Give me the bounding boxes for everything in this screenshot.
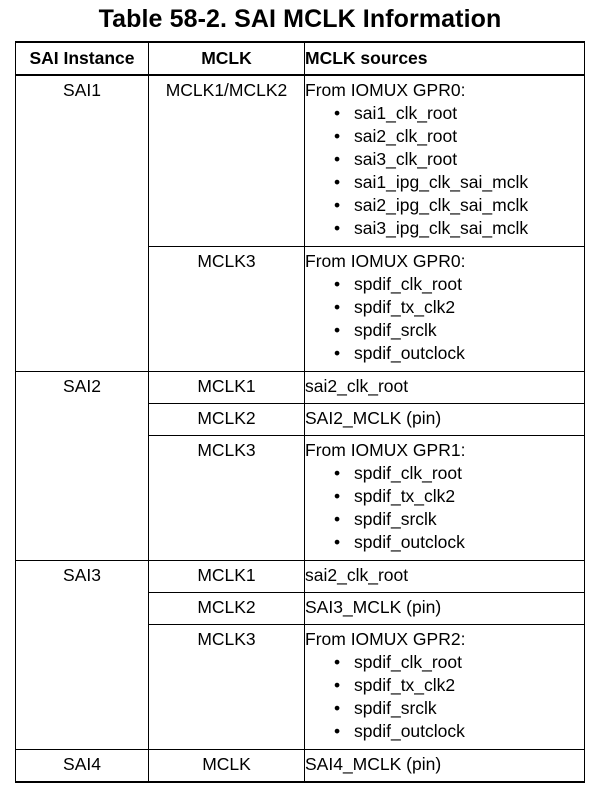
mclk-source-heading: SAI4_MCLK (pin): [305, 754, 442, 774]
bullet-icon: •: [334, 675, 341, 695]
mclk-source-item: [334, 674, 584, 697]
mclk-source-name: spdif_srclk: [354, 320, 437, 340]
mclk-cell: [149, 247, 305, 372]
bullet-icon: •: [334, 172, 341, 192]
mclk-source-name: sai1_ipg_clk_sai_mclk: [354, 172, 529, 192]
bullet-icon: •: [334, 218, 341, 238]
mclk-source-heading: From IOMUX GPR1:: [305, 440, 466, 460]
mclk-source-name: spdif_srclk: [354, 698, 437, 718]
bullet-icon: •: [334, 652, 341, 672]
mclk-source-item: [334, 273, 584, 296]
table-row: [16, 75, 585, 247]
mclk-source-item: [334, 148, 584, 171]
mclk-source-name: spdif_outclock: [354, 343, 465, 363]
mclk-source-list: [305, 102, 584, 246]
mclk-cell: [149, 404, 305, 436]
bullet-icon: •: [334, 103, 341, 123]
mclk-source-item: [334, 342, 584, 365]
mclk-cell: [149, 75, 305, 247]
mclk-cell: [149, 625, 305, 750]
mclk-sources-cell: [305, 372, 585, 404]
mclk-source-item: [334, 194, 584, 217]
mclk-sources-cell: [305, 75, 585, 247]
bullet-icon: •: [334, 463, 341, 483]
mclk-source-heading: sai2_clk_root: [305, 565, 409, 585]
mclk-source-name: spdif_clk_root: [354, 463, 462, 483]
table-row: [16, 750, 585, 783]
header-mclk: MCLK: [149, 42, 305, 75]
bullet-icon: •: [334, 320, 341, 340]
bullet-icon: •: [334, 532, 341, 552]
mclk-source-name: spdif_tx_clk2: [354, 297, 456, 317]
mclk-label: MCLK1: [197, 376, 256, 396]
mclk-sources-cell: [305, 247, 585, 372]
mclk-source-item: [334, 171, 584, 194]
mclk-source-heading: SAI2_MCLK (pin): [305, 408, 442, 428]
mclk-source-name: spdif_tx_clk2: [354, 675, 456, 695]
table-body: [16, 75, 585, 782]
sai-instance-label: SAI3: [63, 565, 101, 585]
mclk-sources-cell: [305, 593, 585, 625]
mclk-sources-cell: [305, 625, 585, 750]
bullet-icon: •: [334, 195, 341, 215]
mclk-source-name: sai3_clk_root: [354, 149, 458, 169]
bullet-icon: •: [334, 297, 341, 317]
sai-instance-cell: [16, 561, 149, 750]
bullet-icon: •: [334, 343, 341, 363]
mclk-source-list: [305, 273, 584, 371]
mclk-source-heading: sai2_clk_root: [305, 376, 409, 396]
mclk-source-heading: SAI3_MCLK (pin): [305, 597, 442, 617]
mclk-source-item: [334, 102, 584, 125]
mclk-source-name: spdif_outclock: [354, 532, 465, 552]
header-mclk-sources: MCLK sources: [305, 42, 585, 75]
bullet-icon: •: [334, 149, 341, 169]
table-row: [16, 561, 585, 593]
bullet-icon: •: [334, 698, 341, 718]
mclk-source-item: [334, 531, 584, 554]
mclk-source-item: [334, 296, 584, 319]
sai-instance-cell: [16, 750, 149, 783]
mclk-source-name: spdif_srclk: [354, 509, 437, 529]
mclk-cell: [149, 593, 305, 625]
mclk-sources-cell: [305, 750, 585, 783]
mclk-source-name: sai2_clk_root: [354, 126, 458, 146]
sai-instance-label: SAI1: [63, 80, 101, 100]
mclk-source-name: sai1_clk_root: [354, 103, 458, 123]
mclk-source-name: spdif_clk_root: [354, 652, 462, 672]
table-title: Table 58-2. SAI MCLK Information: [98, 5, 502, 33]
bullet-icon: •: [334, 126, 341, 146]
mclk-label: MCLK3: [197, 251, 256, 271]
mclk-source-name: spdif_clk_root: [354, 274, 462, 294]
bullet-icon: •: [334, 721, 341, 741]
mclk-cell: [149, 436, 305, 561]
sai-instance-label: SAI4: [63, 754, 101, 774]
mclk-source-item: [334, 485, 584, 508]
mclk-source-name: spdif_tx_clk2: [354, 486, 456, 506]
mclk-source-item: [334, 508, 584, 531]
mclk-source-item: [334, 217, 584, 240]
bullet-icon: •: [334, 509, 341, 529]
mclk-label: MCLK2: [197, 597, 256, 617]
sai-instance-cell: [16, 75, 149, 372]
table-header: [16, 42, 585, 75]
sai-instance-cell: [16, 372, 149, 561]
mclk-source-name: sai3_ipg_clk_sai_mclk: [354, 218, 529, 238]
bullet-icon: •: [334, 486, 341, 506]
mclk-source-item: [334, 319, 584, 342]
mclk-source-item: [334, 462, 584, 485]
header-sai-instance: SAI Instance: [16, 42, 149, 75]
mclk-source-name: sai2_ipg_clk_sai_mclk: [354, 195, 529, 215]
mclk-cell: [149, 561, 305, 593]
mclk-source-list: [305, 462, 584, 560]
mclk-source-item: [334, 720, 584, 743]
mclk-label: MCLK: [202, 754, 251, 774]
mclk-label: MCLK1/MCLK2: [165, 80, 288, 100]
mclk-label: MCLK3: [197, 440, 256, 460]
mclk-source-heading: From IOMUX GPR0:: [305, 80, 466, 100]
mclk-label: MCLK2: [197, 408, 256, 428]
sai-instance-label: SAI2: [63, 376, 101, 396]
mclk-source-list: [305, 651, 584, 749]
mclk-source-name: spdif_outclock: [354, 721, 465, 741]
sai-mclk-table: [15, 41, 585, 783]
mclk-source-heading: From IOMUX GPR0:: [305, 251, 466, 271]
mclk-label: MCLK3: [197, 629, 256, 649]
mclk-source-item: [334, 697, 584, 720]
mclk-cell: [149, 372, 305, 404]
header-row: [16, 42, 585, 75]
mclk-source-item: [334, 651, 584, 674]
mclk-label: MCLK1: [197, 565, 256, 585]
mclk-source-item: [334, 125, 584, 148]
mclk-source-heading: From IOMUX GPR2:: [305, 629, 466, 649]
table-row: [16, 372, 585, 404]
mclk-sources-cell: [305, 436, 585, 561]
mclk-sources-cell: [305, 404, 585, 436]
mclk-cell: [149, 750, 305, 783]
bullet-icon: •: [334, 274, 341, 294]
mclk-sources-cell: [305, 561, 585, 593]
